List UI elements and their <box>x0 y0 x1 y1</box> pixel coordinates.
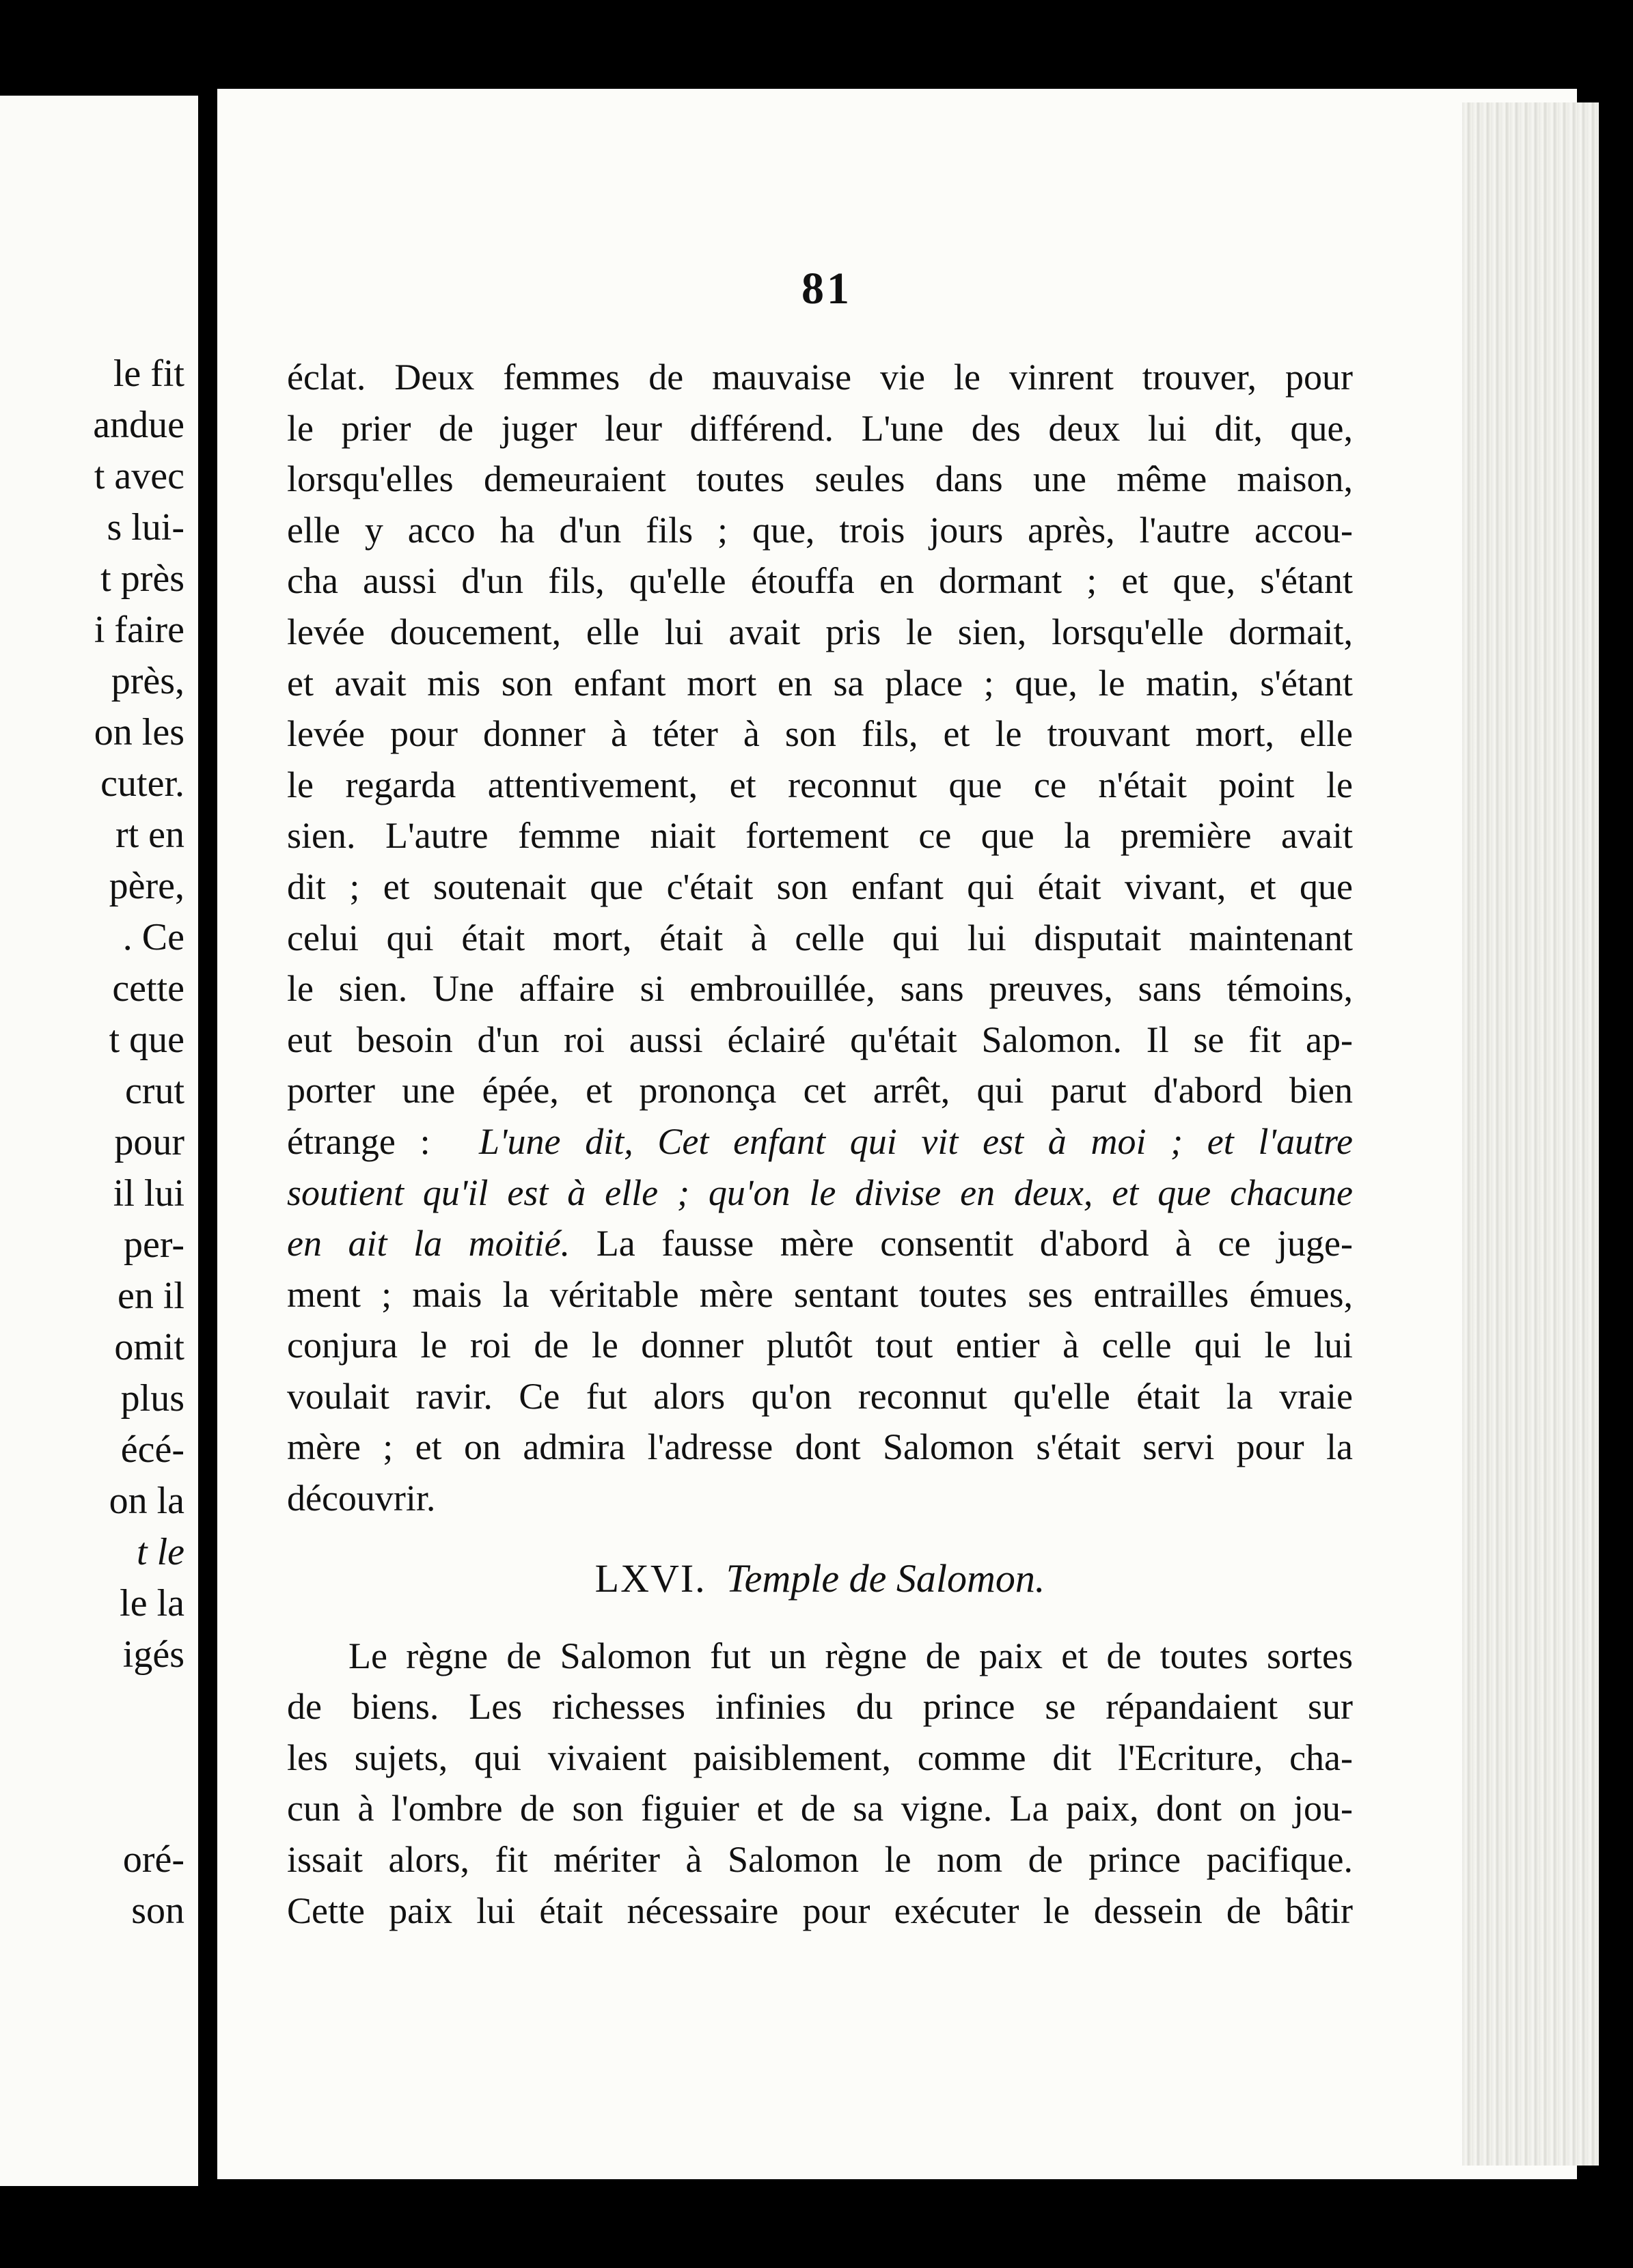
left-line: le la <box>120 1582 184 1624</box>
text-line: le regarda attentivement, et reconnut que ce n'était point le <box>287 764 1353 805</box>
text-line: levée pour donner à téter à son fils, et le trouvant mort, elle <box>287 713 1353 755</box>
left-line: cette <box>112 967 184 1010</box>
quote-text: soutient qu'il est à elle ; qu'on le divise en deux, et que chacune <box>287 1172 1353 1213</box>
left-line: . Ce <box>122 916 184 958</box>
text-line-italic-quote <box>287 1167 1353 1219</box>
text-line: sien. L'autre femme niait fortement ce que la première avait <box>287 815 1353 857</box>
text-line: dit ; et soutenait que c'était son enfant qui était vivant, et que <box>287 866 1353 907</box>
text-line: Le règne de Salomon fut un règne de paix et de toutes sortes <box>348 1635 1353 1676</box>
text-line: porter une épée, et prononça cet arrêt, qui parut d'abord bien <box>287 1070 1353 1111</box>
text-line: et avait mis son enfant mort en sa place ; que, le matin, s'étant <box>287 662 1353 704</box>
text-line-italic-quote <box>287 1116 1353 1167</box>
left-line: omit <box>114 1326 184 1368</box>
section-number: LXVI. <box>594 1555 706 1601</box>
quote-text: L'une dit, Cet enfant qui vit est à moi ; et l'autre <box>478 1120 1353 1162</box>
text-line: elle y acco ha d'un fils ; que, trois jours après, l'autre accou- <box>287 509 1353 551</box>
left-line: rt en <box>115 814 184 856</box>
section-title: Temple de Salomon. <box>726 1555 1045 1601</box>
left-line: t le <box>137 1531 184 1573</box>
left-line: on la <box>109 1480 184 1522</box>
text-line: découvrir. <box>287 1478 436 1519</box>
left-line: t près <box>100 557 184 600</box>
page-number: 81 <box>801 264 852 314</box>
text-line-italic-quote <box>287 1218 1353 1269</box>
left-line: il lui <box>113 1172 184 1215</box>
text-line: de biens. Les richesses infinies du prince se répandaient sur <box>287 1686 1353 1728</box>
text-line: levée doucement, elle lui avait pris le sien, lorsqu'elle dormait, <box>287 611 1353 652</box>
text-line: celui qui était mort, était à celle qui lui disputait maintenant <box>287 917 1353 958</box>
left-line <box>0 1732 184 1783</box>
left-line: igés <box>122 1633 184 1676</box>
left-line: cuter. <box>100 762 184 805</box>
left-line: le fit <box>113 352 184 395</box>
left-line: andue <box>93 404 184 446</box>
left-line <box>0 1783 184 1834</box>
text-line: cun à l'ombre de son figuier et de sa vigne. La paix, dont on jou- <box>287 1788 1353 1829</box>
text-line: éclat. Deux femmes de mauvaise vie le vinrent trouver, pour <box>287 357 1353 398</box>
left-line: on les <box>94 711 184 753</box>
text-line: eut besoin d'un roi aussi éclairé qu'était Salomon. Il se fit ap- <box>287 1019 1353 1060</box>
left-facing-page <box>0 96 198 2186</box>
quote-text: en ait la moitié. <box>287 1223 571 1264</box>
left-line: t avec <box>94 455 184 497</box>
page-body <box>287 352 1353 1936</box>
left-page-text <box>0 348 184 1937</box>
text-line: Cette paix lui était nécessaire pour exécuter le dessein de bâtir <box>287 1890 1353 1931</box>
text-line: voulait ravir. Ce fut alors qu'on reconnut qu'elle était la vraie <box>287 1375 1353 1417</box>
text-line: conjura le roi de le donner plutôt tout entier à celle qui le lui <box>287 1325 1353 1366</box>
section-heading <box>287 1551 1353 1606</box>
left-line: s lui- <box>107 506 184 549</box>
left-line: i faire <box>94 609 184 651</box>
text-line: le sien. Une affaire si embrouillée, sans preuves, sans témoins, <box>287 968 1353 1010</box>
text-line: lorsqu'elles demeuraient toutes seules dans une même maison, <box>287 458 1353 500</box>
left-line: per- <box>123 1223 184 1266</box>
left-line: oré- <box>122 1838 184 1881</box>
left-line: près, <box>111 660 184 702</box>
left-line: son <box>131 1890 184 1932</box>
text-line: issait alors, fit mériter à Salomon le nom de prince pacifique. <box>287 1839 1353 1881</box>
left-line: écé- <box>120 1428 184 1471</box>
quote-continuation: La fausse mère consentit d'abord à ce juge- <box>596 1223 1353 1264</box>
text-line: mère ; et on admira l'adresse dont Salomon s'était servi pour la <box>287 1426 1353 1468</box>
left-line: t que <box>109 1019 184 1061</box>
text-line: ment ; mais la véritable mère sentant toutes ses entrailles émues, <box>287 1273 1353 1315</box>
left-line: père, <box>109 865 184 907</box>
left-line: pour <box>114 1121 184 1163</box>
quote-lead: étrange : <box>287 1120 430 1162</box>
left-line: en il <box>118 1275 184 1317</box>
left-line: plus <box>120 1377 184 1420</box>
text-line: les sujets, qui vivaient paisiblement, comme dit l'Ecriture, cha- <box>287 1737 1353 1778</box>
text-line: le prier de juger leur différend. L'une des deux lui dit, que, <box>287 407 1353 449</box>
left-line <box>0 1681 184 1732</box>
left-line: crut <box>124 1070 184 1112</box>
page-edge-stack <box>1462 102 1599 2166</box>
text-line: cha aussi d'un fils, qu'elle étouffa en dormant ; et que, s'étant <box>287 560 1353 602</box>
